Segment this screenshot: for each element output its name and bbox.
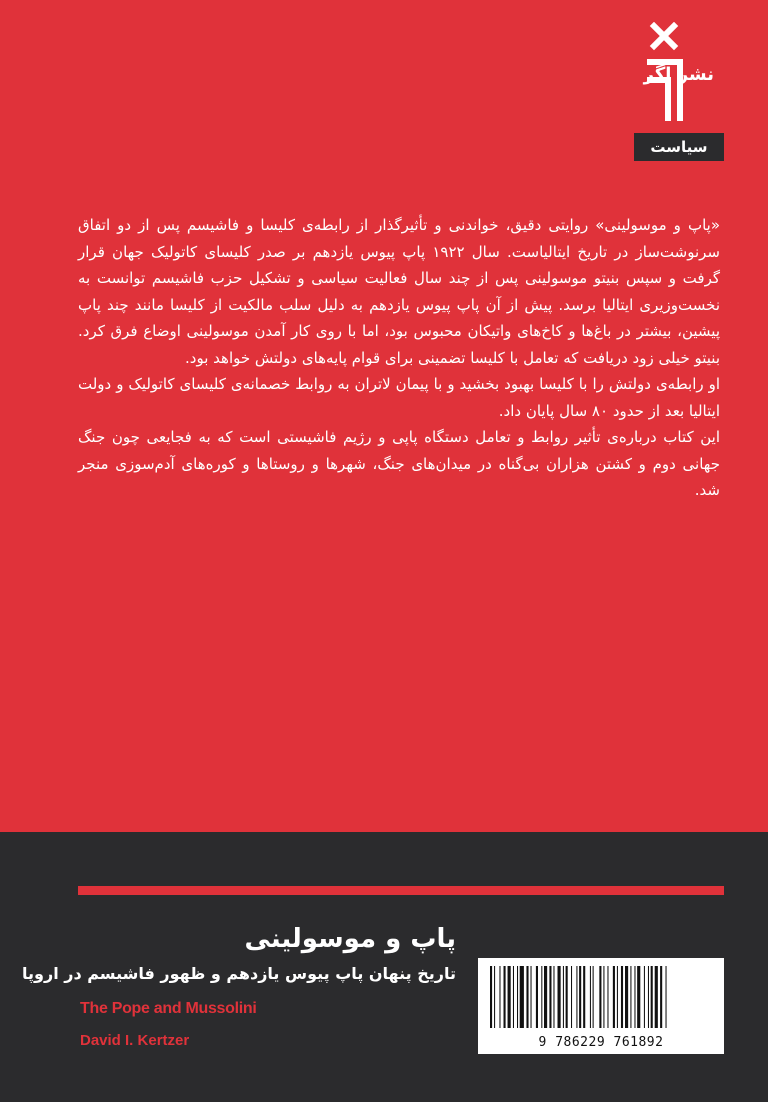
blurb-paragraph-1: «پاپ و موسولینی» روایتی دقیق، خواندنی و تأثیرگذار از رابطه‌ی کلیسا و فاشیسم پس از دو اتفاق سرنوشت‌ساز در تاریخ ایتالیاست. سال ۱۹۲۲ پاپ پیوس یازدهم بر صدر کلیسای کاتولیک جهان قرار گرفت و سپس بنیتو موسولینی پس از چند سال فعالیت سیاسی و تشکیل حزب فاشیسم توانست به نخست‌وزیری ایتالیا برسد. پیش از آن پاپ پیوس یازدهم به دلیل سلب مالکیت از کلیسا مانند چند پاپ پیشین، بیشتر در باغ‌ها و کاخ‌های واتیکان محبوس بود، اما با روی کار آمدن موسولینی اوضاع فرق کرد. بنیتو خیلی زود دریافت که تعامل با کلیسا تضمینی برای قوام پایه‌های دولتش خواهد بود. — [78, 216, 720, 367]
category-label: سیاست — [634, 133, 724, 161]
author-name: David I. Kertzer — [80, 1032, 190, 1049]
book-title-en: The Pope and Mussolini — [80, 1000, 257, 1017]
isbn-number: 9 786229 761892 — [538, 1035, 664, 1050]
red-divider — [78, 886, 724, 895]
barcode-icon — [486, 966, 716, 1028]
publisher-logo — [640, 22, 724, 122]
blurb-text — [78, 212, 720, 504]
blurb-paragraph-2: او رابطه‌ی دولتش را با کلیسا بهبود بخشید و با پیمان لاتران به روابط خصمانه‌ی کلیسای کاتولیک و دولت ایتالیا بعد از حدود ۸۰ سال پایان داد. — [78, 375, 720, 420]
publisher-name: نشر اگر — [643, 64, 714, 85]
book-title-fa: پاپ و موسولینی — [244, 924, 456, 954]
blurb-paragraph-3: این کتاب درباره‌ی تأثیر روابط و تعامل دستگاه پاپی و رژیم فاشیستی است که به فجایعی چون جنگ جهانی دوم و کشتن هزاران بی‌گناه در میدان‌های جنگ، شهرها و روستاها و کوره‌های آدم‌سوزی منجر شد. — [78, 428, 720, 499]
barcode — [478, 958, 724, 1054]
book-subtitle-fa: تاریخ پنهان پاپ پیوس یازدهم و ظهور فاشیسم در اروپا — [22, 964, 456, 983]
